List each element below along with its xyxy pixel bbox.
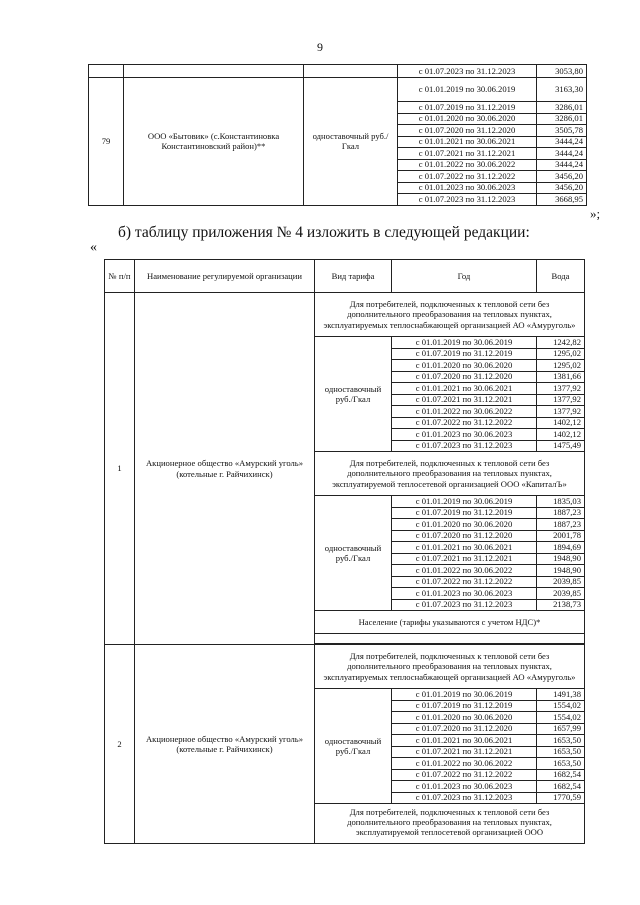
period-cell: с 01.07.2021 по 31.12.2021	[398, 148, 537, 160]
header-tariff-type: Вид тарифа	[315, 260, 392, 293]
value-cell: 1835,03	[537, 496, 585, 508]
tariff-type: одноставочный руб./Гкал	[315, 496, 392, 611]
period-cell: с 01.01.2020 по 30.06.2020	[392, 519, 537, 531]
value-cell: 1402,12	[537, 429, 585, 441]
closing-quote: »;	[590, 206, 601, 221]
period-cell: с 01.07.2019 по 31.12.2019	[392, 507, 537, 519]
page-number: 9	[317, 40, 323, 54]
value-cell: 3286,01	[537, 102, 587, 114]
value-cell: 1948,90	[537, 553, 585, 565]
period-cell: с 01.01.2022 по 30.06.2022	[392, 758, 537, 770]
period-cell: с 01.07.2022 по 31.12.2022	[392, 576, 537, 588]
value-cell: 1770,59	[537, 792, 585, 804]
tariff-type: одноставочный руб./Гкал	[315, 689, 392, 804]
value-cell: 3286,01	[537, 113, 587, 125]
period-cell: с 01.07.2022 по 31.12.2022	[392, 769, 537, 781]
header-year: Год	[392, 260, 537, 293]
period-cell: с 01.07.2023 по 31.12.2023	[398, 194, 537, 206]
period-cell: с 01.07.2021 по 31.12.2021	[392, 746, 537, 758]
value-cell: 1653,50	[537, 746, 585, 758]
value-cell: 1377,92	[537, 383, 585, 395]
organization-name: ООО «Бытовик» (с.Константиновка Константиновский район)**	[124, 78, 304, 206]
period-cell: с 01.07.2023 по 31.12.2023	[392, 440, 537, 452]
value-cell: 1295,02	[537, 348, 585, 360]
tariff-type: одноставочный руб./Гкал	[315, 337, 392, 452]
value-cell: 1554,02	[537, 712, 585, 724]
row-number: 1	[105, 293, 135, 645]
period-cell: с 01.07.2020 по 31.12.2020	[398, 125, 537, 137]
value-cell: 1242,82	[537, 337, 585, 349]
period-cell: с 01.07.2021 по 31.12.2021	[392, 553, 537, 565]
value-cell: 1402,12	[537, 417, 585, 429]
value-cell: 1554,02	[537, 700, 585, 712]
value-cell: 1682,54	[537, 769, 585, 781]
header-organization: Наименование регулируемой организации	[135, 260, 315, 293]
period-cell: с 01.01.2020 по 30.06.2020	[392, 360, 537, 372]
period-cell: с 01.07.2023 по 31.12.2023	[392, 792, 537, 804]
period-cell: с 01.01.2021 по 30.06.2021	[392, 735, 537, 747]
value-cell: 2001,78	[537, 530, 585, 542]
period-cell: с 01.01.2019 по 30.06.2019	[398, 78, 537, 102]
value-cell: 3505,78	[537, 125, 587, 137]
period-cell: с 01.01.2023 по 30.06.2023	[398, 182, 537, 194]
table-header-row	[105, 260, 585, 293]
organization-name: Акционерное общество «Амурский уголь» (котельные г. Райчихинск)	[135, 293, 315, 645]
value-cell: 1653,50	[537, 758, 585, 770]
table-row	[89, 65, 587, 78]
top-table	[88, 64, 587, 206]
period-cell: с 01.01.2022 по 30.06.2022	[392, 565, 537, 577]
value-cell: 1657,99	[537, 723, 585, 735]
value-cell: 1295,02	[537, 360, 585, 372]
period-cell: с 01.01.2021 по 30.06.2021	[392, 542, 537, 554]
value-cell: 2138,73	[537, 599, 585, 611]
group-title-row	[105, 293, 585, 337]
period-cell: с 01.01.2021 по 30.06.2021	[392, 383, 537, 395]
period-cell: с 01.07.2020 по 31.12.2020	[392, 530, 537, 542]
group-title: Для потребителей, подключенных к тепловой сети без дополнительного преобразования на тепловых пунктах, эксплуатируемой теплосетевой организацией ООО «КапиталЪ»	[315, 452, 585, 496]
value-cell: 1491,38	[537, 689, 585, 701]
period-cell: с 01.01.2019 по 30.06.2019	[392, 337, 537, 349]
value-cell: 1377,92	[537, 394, 585, 406]
population-note: Население (тарифы указываются с учетом НДС)*	[315, 611, 585, 634]
period-cell: с 01.07.2023 по 31.12.2023	[398, 65, 537, 78]
value-cell: 1887,23	[537, 519, 585, 531]
group-title: Для потребителей, подключенных к тепловой сети без дополнительного преобразования на тепловых пунктах, эксплуатируемых теплоснабжающей организацией АО «Амуруголь»	[315, 645, 585, 689]
group-title: Для потребителей, подключенных к тепловой сети без дополнительного преобразования на тепловых пунктах, эксплуатируемых теплоснабжающей организацией АО «Амуруголь»	[315, 293, 585, 337]
header-number: № п/п	[105, 260, 135, 293]
table-row	[89, 78, 587, 102]
value-cell: 3444,24	[537, 159, 587, 171]
row-number: 2	[105, 645, 135, 844]
row-number: 79	[89, 78, 124, 206]
period-cell: с 01.01.2020 по 30.06.2020	[398, 113, 537, 125]
period-cell: с 01.01.2022 по 30.06.2022	[392, 406, 537, 418]
value-cell: 1377,92	[537, 406, 585, 418]
period-cell: с 01.07.2019 по 31.12.2019	[392, 700, 537, 712]
period-cell: с 01.07.2019 по 31.12.2019	[398, 102, 537, 114]
period-cell: с 01.07.2020 по 31.12.2020	[392, 723, 537, 735]
period-cell: с 01.01.2021 по 30.06.2021	[398, 136, 537, 148]
value-cell: 2039,85	[537, 576, 585, 588]
header-water: Вода	[537, 260, 585, 293]
period-cell: с 01.07.2022 по 31.12.2022	[392, 417, 537, 429]
period-cell: с 01.01.2023 по 30.06.2023	[392, 781, 537, 793]
period-cell: с 01.07.2021 по 31.12.2021	[392, 394, 537, 406]
value-cell: 1475,49	[537, 440, 585, 452]
group-title: Для потребителей, подключенных к тепловой сети без дополнительного преобразования на тепловых пунктах, эксплуатируемой теплосетевой организацией ООО	[315, 804, 585, 844]
value-cell: 3456,20	[537, 171, 587, 183]
value-cell: 2039,85	[537, 588, 585, 600]
value-cell: 1894,69	[537, 542, 585, 554]
value-cell: 3444,24	[537, 136, 587, 148]
value-cell: 1887,23	[537, 507, 585, 519]
value-cell: 3163,30	[537, 78, 587, 102]
section-heading: б) таблицу приложения № 4 изложить в следующей редакции:	[118, 224, 530, 241]
period-cell: с 01.07.2022 по 31.12.2022	[398, 171, 537, 183]
main-table	[104, 259, 585, 844]
value-cell: 1653,50	[537, 735, 585, 747]
value-cell: 3668,95	[537, 194, 587, 206]
period-cell: с 01.01.2023 по 30.06.2023	[392, 429, 537, 441]
value-cell: 3444,24	[537, 148, 587, 160]
period-cell: с 01.01.2019 по 30.06.2019	[392, 496, 537, 508]
value-cell: 1381,66	[537, 371, 585, 383]
period-cell: с 01.01.2019 по 30.06.2019	[392, 689, 537, 701]
value-cell: 1948,90	[537, 565, 585, 577]
tariff-type: одноставочный руб./Гкал	[304, 78, 398, 206]
organization-name: Акционерное общество «Амурский уголь» (котельные г. Райчихинск)	[135, 645, 315, 844]
value-cell: 3053,80	[537, 65, 587, 78]
group-title-row	[105, 645, 585, 689]
opening-quote: «	[90, 240, 97, 255]
value-cell: 1682,54	[537, 781, 585, 793]
period-cell: с 01.01.2023 по 30.06.2023	[392, 588, 537, 600]
period-cell: с 01.07.2023 по 31.12.2023	[392, 599, 537, 611]
period-cell: с 01.01.2022 по 30.06.2022	[398, 159, 537, 171]
value-cell: 3456,20	[537, 182, 587, 194]
period-cell: с 01.07.2019 по 31.12.2019	[392, 348, 537, 360]
period-cell: с 01.07.2020 по 31.12.2020	[392, 371, 537, 383]
period-cell: с 01.01.2020 по 30.06.2020	[392, 712, 537, 724]
